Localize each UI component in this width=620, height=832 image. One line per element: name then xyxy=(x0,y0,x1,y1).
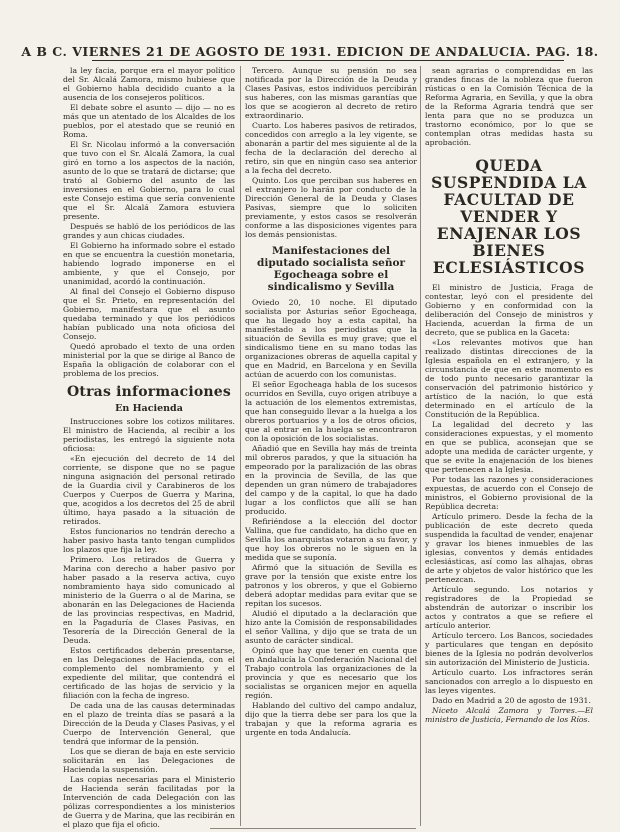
col2-paragraph: Quinto. Los que perciban sus haberes en el extranjero lo harán por conducto de la Dirección General de la Deuda y Clases Pasivas, siempre que lo soliciten previamente, y estos casos se resolverán conforme a las disposiciones vigentes para los demás pensionistas. xyxy=(245,176,417,239)
col1-paragraph: De cada una de las causas determinadas en el plazo de treinta días se pasará a la Dirección de la Deuda y Clases Pasivas, y el Cuerpo de Intervención General, que tendrá que informar de la pensión. xyxy=(63,701,235,746)
col3-paragraph: Artículo segundo. Los notarios y registradores de la Propiedad se abstendrán de autorizar o inscribir los actos y contratos a que se refiere el artículo anterior. xyxy=(425,585,593,630)
col1-paragraph: Los que se dieran de baja en este servicio solicitarán en las Delegaciones de Hacienda la suspensión. xyxy=(63,747,235,774)
col1-paragraph: «En ejecución del decreto de 14 del corriente, se dispone que no se pague ninguna asignación del personal retirado de la Guardia civil y Carabineros de los Cuerpos y Cuerpos de Guerra y Marina, que, acogidos a los decretos del 25 de abril último, haya pasado a la situación de retirados. xyxy=(63,454,235,526)
col2-paragraph: Añadió que en Sevilla hay más de treinta mil obreros parados, y que la situación ha empeorado por la paralización de las obras en la provincia de Sevilla, de las que dependen un gran número de trabajadores del campo y de la capital, lo que ha dado lugar a los conflictos que allí se han producido. xyxy=(245,444,417,516)
column-2 xyxy=(245,66,417,738)
col3-paragraph: sean agrarias o comprendidas en las grandes fincas de la nobleza que fueron rústicas o en la Comisión Técnica de la Reforma Agraria, en Sevilla, y que la obra de la Reforma Agraria tendrá que ser lenta para que no se produzca un trastorno económico, por lo que se contemplan otras medidas hasta su aprobación. xyxy=(425,66,593,147)
page-header: A B C. VIERNES 21 DE AGOSTO DE 1931. EDICION DE ANDALUCIA. PAG. 18. xyxy=(21,44,599,59)
col1-paragraph: Quedó aprobado el texto de una orden ministerial por la que se dirige al Banco de España la obligación de colaborar con el problema de los precios. xyxy=(63,342,235,378)
col3-paragraph: «Los relevantes motivos que han realizado distintas direcciones de la Iglesia española en el extranjero, y la circunstancia de que en este momento es de todo punto necesario garantizar la conservación del patrimonio histórico y artístico de la nación, lo que está determinado en el artículo de la Constitución de la República. xyxy=(425,338,593,419)
col2-paragraph: Hablando del cultivo del campo andaluz, dijo que la tierra debe ser para los que la trabajan y que la reforma agraria es urgente en toda Andalucía. xyxy=(245,701,417,737)
col2-paragraph: Refiriéndose a la elección del doctor Vallina, que fue candidato, ha dicho que en Sevilla los anarquistas votaron a su favor, y que hoy los obreros no le siguen en la medida que se suponía. xyxy=(245,517,417,562)
col3-paragraph: Artículo cuarto. Los infractores serán sancionados con arreglo a lo dispuesto en las leyes vigentes. xyxy=(425,668,593,695)
column-3 xyxy=(425,66,593,725)
col3-paragraph: Por todas las razones y consideraciones expuestas, de acuerdo con el Consejo de ministros, el Gobierno provisional de la República decreta: xyxy=(425,475,593,511)
col2-paragraph: Cuarto. Los haberes pasivos de retirados, concedidos con arreglo a la ley vigente, se abonarán a partir del mes siguiente al de la fecha de la declaración del derecho al retiro, sin que en ningún caso sea anterior a la fecha del decreto. xyxy=(245,121,417,175)
col2-paragraph: Opinó que hay que tener en cuenta que en Andalucía la Confederación Nacional del Trabajo controla las organizaciones de la provincia y que es necesario que los socialistas se organicen mejor en aquella región. xyxy=(245,646,417,700)
col1-paragraph: El Gobierno ha informado sobre el estado en que se encuentra la cuestión monetaria, habiendo logrado imponerse en el ambiente, y que el Consejo, por unanimidad, acordó la continuación. xyxy=(63,241,235,286)
footer-rule xyxy=(210,828,416,829)
col3-signature: Niceto Alcalá Zamora y Torres.—El ministro de Justicia, Fernando de los Ríos. xyxy=(425,706,593,724)
col2-paragraph: Aludió el diputado a la declaración que hizo ante la Comisión de responsabilidades el señor Vallina, y dijo que se trata de un asunto de carácter sindical. xyxy=(245,609,417,645)
col1-paragraph: Instrucciones sobre los cotizos militares. El ministro de Hacienda, al recibir a los periodistas, les entregó la siguiente nota oficiosa: xyxy=(63,417,235,453)
col2-paragraph: Afirmó que la situación de Sevilla es grave por la tensión que existe entre los patronos y los obreros, y que el Gobierno deberá adoptar medidas para evitar que se repitan los sucesos. xyxy=(245,563,417,608)
col1-paragraph: Estos certificados deberán presentarse, en las Delegaciones de Hacienda, con el complemento del nombramiento y el expediente del militar, que contendrá el certificado de las hojas de servicio y la filiación con la fecha de ingreso. xyxy=(63,646,235,700)
header-rule xyxy=(92,60,564,61)
column-divider-left xyxy=(240,66,241,826)
col2-paragraph: Tercero. Aunque su pensión no sea notificada por la Dirección de la Deuda y Clases Pasivas, estos individuos percibirán sus haberes, con las mismas garantías que los que se acogieron al decreto de retiro extraordinario. xyxy=(245,66,417,120)
col1-paragraph: El Sr. Nicolau informó a la conversación que tuvo con el Sr. Alcalá Zamora, la cual giró en torno a los aspectos de la nación, asunto de lo que se tratará de dictarse; que trató al Gobierno del asunto de las inversiones en el Gobierno, para lo cual este Consejo estima que sería conveniente que el Sr. Alcalá Zamora estuviera presente. xyxy=(63,140,235,221)
col1-paragraph: Después se habló de los periódicos de las grandes y aun chicas ciudades. xyxy=(63,222,235,240)
col3-paragraph: La legalidad del decreto y las consideraciones expuestas, y el momento en que se publica, aconsejan que se adopte una medida de carácter urgente, y que se evite la enajenación de los bienes que pertenecen a la Iglesia. xyxy=(425,420,593,474)
column-divider-right xyxy=(420,66,421,826)
article-title-bienes-eclesiasticos: QUEDA SUSPENDIDA LA FACULTAD DE VENDER Y ENAJENAR LOS BIENES ECLESIÁSTICOS xyxy=(431,156,587,277)
col2-paragraph: El señor Egocheaga habla de los sucesos ocurridos en Sevilla, cuyo origen atribuye a la actuación de los elementos extremistas, que han conseguido llevar a la huelga a los obreros portuarios y a los de otros oficios, que al entrar en la huelga se encontraron con la oposición de los socialistas. xyxy=(245,380,417,443)
section-title-otras-informaciones: Otras informaciones xyxy=(67,384,231,400)
col3-paragraph: Dado en Madrid a 20 de agosto de 1931. xyxy=(432,696,591,705)
column-1 xyxy=(63,66,235,830)
col2-paragraph: Oviedo 20, 10 noche. El diputado socialista por Asturias señor Egocheaga, que ha llegado hoy a esta capital, ha manifestado a los periodistas que la situación de Sevilla es muy grave; que el sindicalismo tiene en su mano todas las organizaciones obreras de aquella capital y que en Madrid, en Barcelona y en Sevilla actúan de acuerdo con los comunistas. xyxy=(245,298,417,379)
col3-paragraph: Artículo primero. Desde la fecha de la publicación de este decreto queda suspendida la facultad de vender, enajenar y gravar los bienes inmuebles de las iglesias, conventos y demás entidades eclesiásticas, así como las alhajas, obras de arte y objetos de valor histórico que les pertenezcan. xyxy=(425,512,593,584)
col1-paragraph: Al final del Consejo el Gobierno dispuso que el Sr. Prieto, en representación del Gobierno, manifestara que el asunto quedaba terminado y que los periódicos habían publicado una nota oficiosa del Consejo. xyxy=(63,287,235,341)
col3-paragraph: Artículo tercero. Los Bancos, sociedades y particulares que tengan en depósito bienes de la Iglesia no podrán devolverlos sin autorización del Ministerio de Justicia. xyxy=(425,631,593,667)
col3-paragraph: El ministro de Justicia, Fraga de contestar, leyó con el presidente del Gobierno y en conformidad con la deliberación del Consejo de ministros y Hacienda, acuerdan la firma de un decreto, que se publica en la Gaceta: xyxy=(425,283,593,337)
col1-paragraph: Estos funcionarios no tendrán derecho a haber pasivo hasta tanto tengan cumplidos los plazos que fija la ley. xyxy=(63,527,235,554)
article-title-egocheaga: Manifestaciones del diputado socialista señor Egocheaga sobre el sindicalismo y Sevilla xyxy=(256,245,406,293)
col1-paragraph: Primero. Los retirados de Guerra y Marina con derecho a haber pasivo por haber pasado a la reserva activa, cuyo nombramiento haya sido comunicado al ministerio de la Guerra o al de Marina, se abonarán en las Delegaciones de Hacienda de las provincias respectivas, en Madrid, en la Pagaduría de Clases Pasivas, en Tesorería de la Dirección General de la Deuda. xyxy=(63,555,235,645)
col1-paragraph: la ley facia, porque era el mayor político del Sr. Alcalá Zamora, mismo hubiese que el Gobierno habla decidido cuanto a la ausencia de los consejeros políticos. xyxy=(63,66,235,102)
subheading-en-hacienda: En Hacienda xyxy=(115,403,183,414)
col1-paragraph: Las copias necesarias para el Ministerio de Hacienda serán facilitadas por la Intervención de cada Delegación con las pólizas correspondientes a los ministerios de Guerra y de Marina, que las recibirán en el plazo que fija el oficio. xyxy=(63,775,235,829)
col1-paragraph: El debate sobre el asunto — dijo — no es más que un atentado de los Alcaldes de los pueblos, por el atestado que se reunió en Roma. xyxy=(63,103,235,139)
